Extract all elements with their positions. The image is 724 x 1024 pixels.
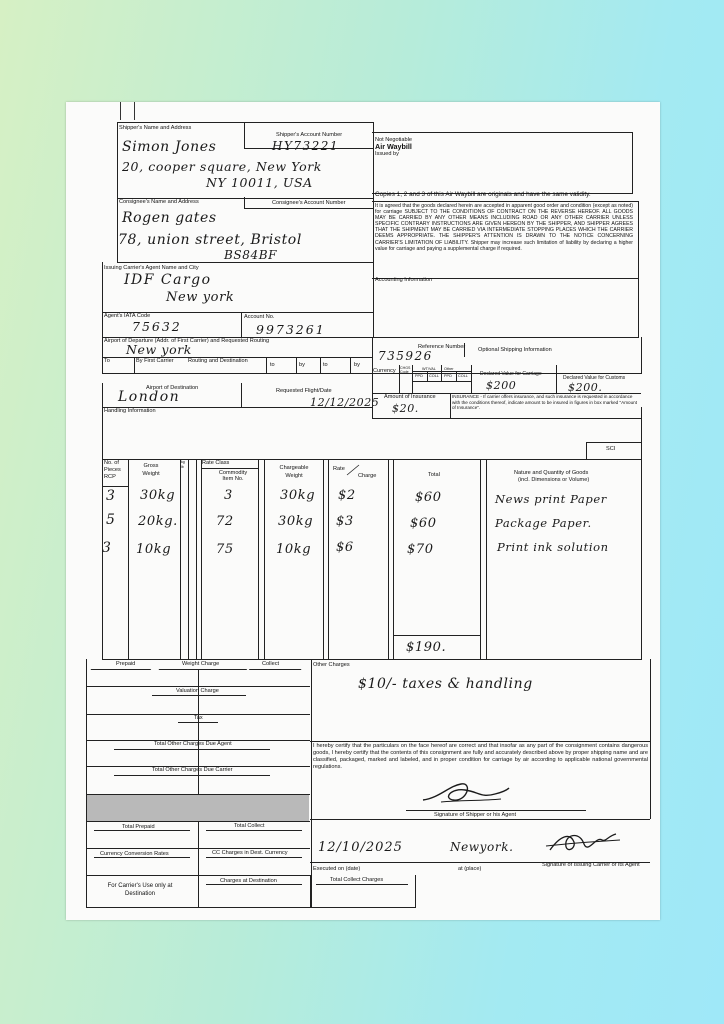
row3-pieces: 3 (102, 540, 112, 556)
kg-lb-header: kg lb (181, 460, 185, 469)
carrier-use-label: For Carrier's Use only at Destination (107, 883, 173, 897)
insurance-note: INSURANCE - If carrier offers insurance, and such insurance is requested in accordance with the conditions thereof, indicate amount to be insured in figures in box marked "Amount of Insurance". (452, 394, 637, 411)
insurance-label: Amount of Insurance (384, 394, 436, 400)
declared-carriage-value: $200 (486, 379, 517, 392)
divider (128, 459, 129, 659)
iata-label: Agent's IATA Code (104, 313, 151, 319)
executed-on-label: Executed on (date) (313, 866, 361, 872)
copies-note: Copies 1, 2 and 3 of this Air Waybill are originals and have the same validity. (375, 191, 591, 198)
total-header: Total (428, 472, 440, 478)
air-waybill-title: Air Waybill (375, 142, 412, 151)
cc-charges-label: CC Charges in Dest. Currency (212, 850, 288, 856)
ppd-label: PPD (415, 374, 423, 378)
handling-box (102, 407, 642, 460)
reference-number: 735926 (378, 349, 433, 363)
to2-label: to (270, 362, 275, 368)
other-charges-box (310, 659, 650, 742)
by2-label: by (299, 362, 305, 368)
nature-subheader: (incl. Dimensions or Volume) (518, 477, 590, 483)
divider (198, 669, 199, 907)
divider (388, 459, 389, 659)
coll-label: COLL (429, 374, 439, 378)
accounting-label: Accounting Information (375, 277, 433, 283)
by3-label: by (354, 362, 360, 368)
row2-goods: Package Paper. (495, 516, 592, 530)
handling-label: Handling Information (104, 408, 156, 414)
agent-account: 9973261 (256, 322, 326, 337)
row2-rate: $3 (336, 514, 354, 529)
total-prepaid-label: Total Prepaid (122, 824, 155, 830)
divider (201, 459, 202, 659)
collect-label: Collect (262, 661, 280, 667)
divider (480, 459, 481, 659)
chargeable-header: Chargeable Weight (279, 465, 309, 479)
issued-by: Issued by (375, 151, 399, 157)
executed-place: Newyork. (450, 840, 514, 854)
charges-left-box (86, 659, 312, 908)
agent-account-label: Account No. (244, 314, 275, 320)
destination-airport: London (118, 389, 181, 405)
divider (556, 365, 557, 393)
ppd2-label: PPD (444, 374, 452, 378)
at-place-label: at (place) (458, 866, 482, 872)
divider (486, 459, 487, 659)
prepaid-label: Prepaid (116, 661, 136, 667)
other-charges-value: $10/- taxes & handling (358, 676, 533, 692)
total-collect-label: Total Collect (234, 823, 265, 829)
divider (180, 459, 181, 659)
agent-name: IDF Cargo (124, 272, 212, 288)
divider (296, 357, 297, 373)
shaded-row (87, 795, 309, 821)
grand-total: $190. (406, 640, 447, 655)
divider (196, 459, 197, 659)
row1-weight: 30kg (140, 488, 176, 503)
divider (320, 357, 321, 373)
divider (393, 635, 480, 636)
divider (134, 357, 135, 373)
row2-pieces: 5 (106, 512, 116, 528)
cargo-table (102, 459, 642, 660)
flight-label: Requested Flight/Date (276, 388, 332, 394)
row2-commodity: 72 (216, 514, 234, 529)
divider (441, 365, 442, 381)
carrier-signature-label: Signature of Issuing Carrier or its Agent (542, 862, 640, 868)
row1-goods: News print Paper (495, 492, 607, 506)
row3-goods: Print ink solution (497, 540, 609, 554)
charge-header: Charge (358, 473, 377, 479)
divider (406, 810, 586, 811)
iata-code: 75632 (132, 319, 182, 334)
row3-total: $70 (407, 542, 434, 557)
conditions-text: It is agreed that the goods declared herein are accepted in apparent good order and condition (except as noted) for carriage SUBJECT TO THE CONDITIONS OF CONTRACT ON THE REVERSE HEREOF. ALL GOODS MAY BE CARRIED BY ANY OTHER MEANS INCLUDING ROAD OR ANY OTHER CARRIER UNLESS SPECIFIC CONTRARY INSTRUCTIONS ARE GIVEN HEREON BY THE SHIPPER, AND SHIPPER AGREES THAT THE SHIPMENT MAY BE CARRIED VIA INTERMEDIATE STOPPING PLACES WHICH THE CARRIER DEEMS APPROPRIATE. THE SHIPPER'S ATTENTION IS DRAWN TO THE NOTICE CONCERNING CARRIER'S LIMITATION OF LIABILITY. Shipper may increase such limitation of liability by declaring a higher value for carriage and paying a supplemental charge if required. (375, 203, 633, 252)
divider (427, 371, 428, 381)
shipper-label: Shipper's Name and Address (119, 125, 192, 131)
shipper-signature-label: Signature of Shipper or his Agent (434, 812, 517, 818)
declared-carriage-label: Declared Value for Carriage (480, 371, 542, 377)
carrier-signature (544, 828, 624, 858)
shipper-address-line2: NY 10011, USA (206, 175, 313, 190)
shipper-signature (421, 778, 511, 808)
divider (266, 357, 267, 373)
declared-customs-value: $200. (568, 381, 603, 394)
certification-text: I hereby certify that the particulars on the face hereof are correct and that insofar as any part of the consignment contains dangerous goods, I hereby certify that the contents of this consignment are fully and accurately described above by proper shipping name and are classified, packaged, marked and labeled, and in proper condition for carriage by air according to applicable national governmental regulations. (313, 743, 648, 770)
row1-rate: $2 (338, 488, 356, 503)
divider (328, 459, 329, 659)
divider (241, 312, 242, 337)
row1-chargeable: 30kg (280, 488, 316, 503)
row3-rate: $6 (336, 540, 354, 555)
optional-shipping-label: Optional Shipping Information (478, 347, 552, 353)
divider (393, 459, 394, 659)
divider (350, 357, 351, 373)
chgs-code-label: CHGS Code (400, 366, 411, 374)
flight-date: 12/12/2025 (310, 396, 380, 409)
agent-label: Issuing Carrier's Agent Name and City (104, 265, 199, 271)
at-destination-label: Charges at Destination (220, 878, 277, 884)
consignee-label: Consignee's Name and Address (119, 199, 199, 205)
sci-label: SCI (606, 446, 616, 452)
nature-header: Nature and Quantity of Goods (514, 470, 589, 476)
fold-mark (120, 102, 121, 120)
row2-chargeable: 30kg (278, 514, 314, 529)
reference-label: Reference Number (418, 344, 466, 350)
consignee-name: Rogen gates (122, 210, 217, 226)
divider (201, 468, 258, 469)
divider (412, 365, 413, 393)
coll2-label: COLL (458, 374, 468, 378)
conversion-label: Currency Conversion Rates (100, 851, 169, 857)
other-due-agent-label: Total Other Charges Due Agent (154, 741, 232, 747)
to3-label: to (323, 362, 328, 368)
other-due-carrier-label: Total Other Charges Due Carrier (152, 767, 233, 773)
wtval-label: WT/VAL (422, 367, 436, 371)
rate-class-header: Rate Class (202, 460, 230, 466)
valuation-label: Valuation Charge (176, 688, 219, 694)
divider (102, 486, 128, 487)
other-label: Other (444, 367, 454, 371)
row2-weight: 20kg. (138, 514, 178, 529)
row3-chargeable: 10kg (276, 542, 312, 557)
rate-header: Rate (333, 466, 345, 472)
divider (188, 459, 189, 659)
agent-city: New york (166, 290, 235, 305)
air-waybill-paper (66, 102, 660, 920)
divider (323, 459, 324, 659)
departure-label: Airport of Departure (Addr. of First Carrier) and Requested Routing (104, 338, 270, 344)
row1-commodity: 3 (224, 488, 233, 503)
tax-label: Tax (194, 715, 203, 721)
declared-customs-label: Declared Value for Customs (563, 375, 626, 381)
departure-airport: New york (126, 342, 192, 357)
row3-commodity: 75 (216, 542, 234, 557)
pieces-header: No. of Pieces RCP (104, 460, 121, 480)
insurance-amount: $20. (392, 402, 419, 415)
commodity-header: Commodity Item No. (218, 470, 248, 482)
consignee-address-line2: BS84BF (224, 248, 278, 262)
consignee-account-label: Consignee's Account Number (272, 200, 346, 206)
first-carrier-label: By First Carrier (136, 358, 174, 364)
other-charges-label: Other Charges (313, 662, 350, 668)
divider (241, 383, 242, 407)
row1-total: $60 (415, 490, 442, 505)
shipper-address-line1: 20, cooper square, New York (122, 159, 322, 174)
fold-mark (134, 102, 135, 120)
shipper-name: Simon Jones (122, 139, 217, 155)
shipper-account-label: Shipper's Account Number (276, 132, 343, 138)
routing-dest-label: Routing and Destination (188, 358, 248, 364)
divider (456, 371, 457, 381)
executed-date: 12/10/2025 (318, 840, 403, 855)
divider (412, 381, 471, 382)
row3-weight: 10kg (136, 542, 172, 557)
accounting-box (372, 277, 639, 338)
rate-charge-slash (346, 464, 360, 476)
divider (264, 459, 265, 659)
row1-pieces: 3 (106, 488, 116, 504)
total-collect-charges-label: Total Collect Charges (330, 877, 384, 883)
weight-charge-label: Weight Charge (182, 661, 220, 667)
to-label: To (104, 358, 110, 364)
row2-total: $60 (410, 516, 437, 531)
destination-label: Airport of Destination (146, 385, 199, 391)
consignee-address-line1: 78, union street, Bristol (118, 232, 302, 248)
not-negotiable: Not Negotiable (375, 137, 413, 143)
divider (258, 459, 259, 659)
shipper-account: HY73221 (272, 139, 340, 153)
divider (310, 819, 650, 820)
currency-label: Currency (373, 368, 396, 374)
divider (471, 365, 472, 393)
divider (650, 659, 651, 819)
gross-weight-header: Gross Weight (142, 463, 160, 477)
